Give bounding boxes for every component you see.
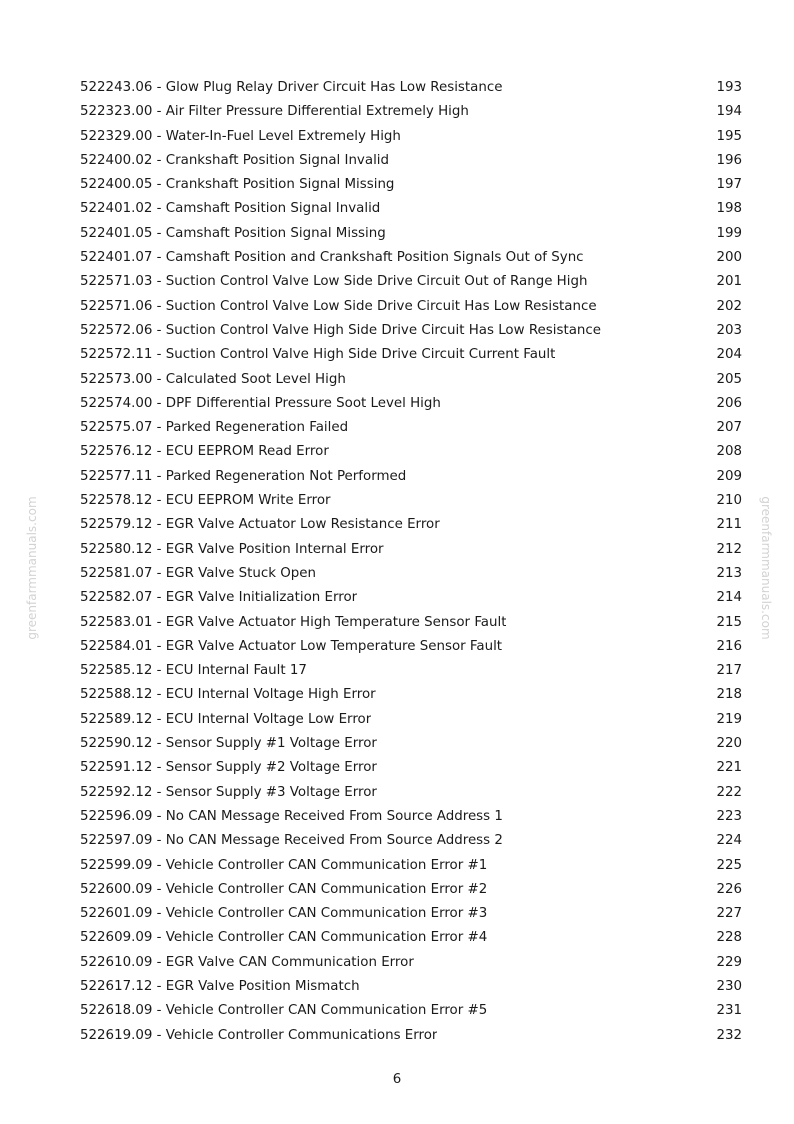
toc-entry[interactable] [80,368,742,392]
toc-entry-title: 522571.06 - Suction Control Valve Low Side Drive Circuit Has Low Resistance [80,298,597,314]
toc-entry-title: 522572.06 - Suction Control Valve High Side Drive Circuit Has Low Resistance [80,322,601,338]
toc-entry-title: 522619.09 - Vehicle Controller Communications Error [80,1027,438,1043]
toc-entry-page: 199 [716,225,742,241]
toc-entry-title: 522579.12 - EGR Valve Actuator Low Resistance Error [80,517,440,533]
toc-entry-title: 522582.07 - EGR Valve Initialization Error [80,590,358,606]
toc-entry-page: 208 [716,444,742,460]
toc-entry-title: 522617.12 - EGR Valve Position Mismatch [80,978,360,994]
toc-entry-page: 228 [716,930,742,946]
toc-entry-title: 522574.00 - DPF Differential Pressure Soot Level High [80,395,441,411]
toc-entry[interactable] [80,440,742,464]
toc-entry-title: 522610.09 - EGR Valve CAN Communication Error [80,954,414,970]
toc-entry[interactable] [80,951,742,975]
toc-entry-page: 198 [716,201,742,217]
toc-entry-page: 201 [716,274,742,290]
toc-entry[interactable] [80,173,742,197]
toc-entry-title: 522400.02 - Crankshaft Position Signal Invalid [80,152,390,168]
toc-entry-page: 224 [716,833,742,849]
toc-entry[interactable] [80,683,742,707]
toc-entry-title: 522243.06 - Glow Plug Relay Driver Circuit Has Low Resistance [80,80,503,95]
toc-entry[interactable] [80,270,742,294]
toc-entry-title: 522578.12 - ECU EEPROM Write Error [80,493,331,509]
toc-entry-page: 195 [716,128,742,144]
toc-entry-page: 217 [716,663,742,679]
toc-entry-title: 522581.07 - EGR Valve Stuck Open [80,565,316,581]
toc-entry-title: 522618.09 - Vehicle Controller CAN Communication Error #5 [80,1003,488,1019]
toc-entry[interactable] [80,465,742,489]
toc-entry-page: 210 [716,493,742,509]
toc-entry-title: 522588.12 - ECU Internal Voltage High Error [80,687,376,703]
toc-entry-page: 219 [716,711,742,727]
toc-entry-page: 200 [716,250,742,266]
toc-entry-page: 196 [716,152,742,168]
toc-entry-page: 203 [716,322,742,338]
toc-entry[interactable] [80,975,742,999]
toc-entry[interactable] [80,562,742,586]
toc-entry-page: 212 [716,541,742,557]
toc-entry[interactable] [80,926,742,950]
toc-entry[interactable] [80,732,742,756]
toc-entry[interactable] [80,246,742,270]
toc-entry-title: 522609.09 - Vehicle Controller CAN Communication Error #4 [80,930,488,946]
page-number: 6 [392,1072,402,1087]
toc-entry[interactable] [80,708,742,732]
toc-entry-title: 522596.09 - No CAN Message Received From Source Address 1 [80,808,503,824]
toc-entry-title: 522585.12 - ECU Internal Fault 17 [80,663,307,679]
toc-entry-page: 214 [716,590,742,606]
toc-entry-title: 522591.12 - Sensor Supply #2 Voltage Error [80,760,377,776]
toc-entry-page: 202 [716,298,742,314]
toc-entry[interactable] [80,222,742,246]
toc-entry-page: 194 [716,104,742,120]
toc-entry-title: 522323.00 - Air Filter Pressure Differential Extremely High [80,104,469,120]
toc-entry-title: 522401.05 - Camshaft Position Signal Missing [80,225,386,241]
toc-entry[interactable] [80,489,742,513]
toc-entry-page: 197 [716,177,742,193]
toc-entry-title: 522584.01 - EGR Valve Actuator Low Temperature Sensor Fault [80,638,503,654]
toc-entry-page: 216 [716,638,742,654]
toc-entry-title: 522401.07 - Camshaft Position and Crankshaft Position Signals Out of Sync [80,250,584,266]
toc-entry[interactable] [80,149,742,173]
toc-entry[interactable] [80,343,742,367]
toc-entry[interactable] [80,999,742,1023]
toc-entry[interactable] [80,513,742,537]
toc-entry-page: 218 [716,687,742,703]
toc-entry[interactable] [80,392,742,416]
toc-entry-title: 522589.12 - ECU Internal Voltage Low Error [80,711,372,727]
watermark-left: greenfarmmanuals.com [25,496,39,640]
toc-entry[interactable] [80,902,742,926]
toc-entry-title: 522573.00 - Calculated Soot Level High [80,371,346,387]
toc-entry-page: 193 [716,80,742,95]
toc-entry[interactable] [80,878,742,902]
toc-entry-page: 205 [716,371,742,387]
toc-entry-page: 220 [716,736,742,752]
toc-entry-page: 207 [716,420,742,436]
toc-entry-page: 229 [716,954,742,970]
toc-entry[interactable] [80,100,742,124]
watermark-right: greenfarmmanuals.com [759,496,773,640]
toc-entry-page: 221 [716,760,742,776]
toc-entry-page: 209 [716,468,742,484]
toc-entry-title: 522600.09 - Vehicle Controller CAN Communication Error #2 [80,881,488,897]
toc-entry[interactable] [80,197,742,221]
toc-entry[interactable] [80,586,742,610]
toc-entry-title: 522576.12 - ECU EEPROM Read Error [80,444,329,460]
toc-entry-page: 226 [716,881,742,897]
toc-entry[interactable] [80,635,742,659]
toc-entry-page: 213 [716,565,742,581]
toc-entry-title: 522400.05 - Crankshaft Position Signal Missing [80,177,395,193]
toc-entry[interactable] [80,125,742,149]
toc-entry-page: 211 [716,517,742,533]
toc-entry-title: 522583.01 - EGR Valve Actuator High Temperature Sensor Fault [80,614,507,630]
toc-entry-title: 522575.07 - Parked Regeneration Failed [80,420,349,436]
toc-entry[interactable] [80,805,742,829]
toc-entry-title: 522599.09 - Vehicle Controller CAN Communication Error #1 [80,857,488,873]
toc-entry-page: 222 [716,784,742,800]
toc-entry-title: 522601.09 - Vehicle Controller CAN Communication Error #3 [80,906,488,922]
toc-entry[interactable] [80,829,742,853]
toc-entry-title: 522580.12 - EGR Valve Position Internal Error [80,541,384,557]
toc-entry-title: 522590.12 - Sensor Supply #1 Voltage Error [80,736,377,752]
toc-entry[interactable] [80,659,742,683]
toc-entry-page: 230 [716,978,742,994]
toc-entry-title: 522329.00 - Water-In-Fuel Level Extremely High [80,128,401,144]
toc-entry-page: 206 [716,395,742,411]
toc-entry-page: 231 [716,1003,742,1019]
toc-entry[interactable] [80,76,742,100]
toc-entry-title: 522597.09 - No CAN Message Received From Source Address 2 [80,833,503,849]
toc-entry-page: 223 [716,808,742,824]
toc-entry[interactable] [80,611,742,635]
toc-entry[interactable] [80,756,742,780]
toc-entry-page: 215 [716,614,742,630]
toc-entry-title: 522572.11 - Suction Control Valve High Side Drive Circuit Current Fault [80,347,556,363]
toc-entry-page: 225 [716,857,742,873]
toc-entry[interactable] [80,781,742,805]
toc-entry-page: 232 [716,1027,742,1043]
toc-entry-page: 227 [716,906,742,922]
toc-entry[interactable] [80,319,742,343]
toc-entry-page: 204 [716,347,742,363]
toc-entry[interactable] [80,1024,742,1048]
toc-entry[interactable] [80,854,742,878]
toc-entry-title: 522571.03 - Suction Control Valve Low Side Drive Circuit Out of Range High [80,274,588,290]
toc-entry[interactable] [80,538,742,562]
toc-entry-title: 522592.12 - Sensor Supply #3 Voltage Error [80,784,377,800]
table-of-contents [80,76,742,1048]
toc-entry[interactable] [80,295,742,319]
toc-entry-title: 522401.02 - Camshaft Position Signal Invalid [80,201,381,217]
toc-entry-title: 522577.11 - Parked Regeneration Not Performed [80,468,407,484]
toc-entry[interactable] [80,416,742,440]
